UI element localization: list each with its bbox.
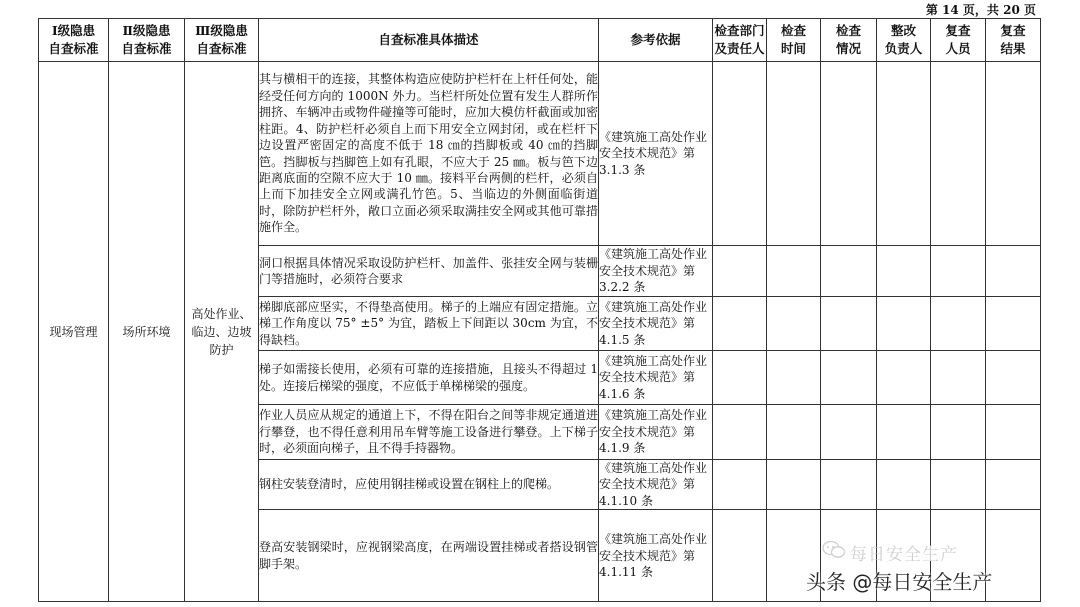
row-reference: 《建筑施工高处作业安全技术规范》第 4.1.5 条 (599, 297, 713, 351)
cell-status[interactable] (821, 460, 877, 510)
cell-reviewer[interactable] (931, 460, 986, 510)
row-description: 洞口根据具体情况采取设防护栏杆、加盖件、张挂安全网与装栅门等措施时，必须符合要求 (259, 246, 599, 297)
cell-rectify[interactable] (877, 460, 931, 510)
wechat-logo-icon (822, 540, 846, 560)
page-number: 第 14 页，共 20 页 (925, 3, 1036, 17)
cell-dept[interactable] (713, 510, 767, 602)
cell-dept[interactable] (713, 246, 767, 297)
row-description: 梯子如需接长使用，必须有可靠的连接措施，且接头不得超过 1 处。连接后梯梁的强度，不应低于单梯梯梁的强度。 (259, 351, 599, 405)
cell-rectify[interactable] (877, 351, 931, 405)
row-reference: 《建筑施工高处作业安全技术规范》第 4.1.11 条 (599, 510, 713, 602)
watermark-faded: 每日安全生产 (850, 545, 958, 565)
category-level1: 现场管理 (39, 62, 109, 602)
cell-dept[interactable] (713, 405, 767, 460)
row-reference: 《建筑施工高处作业安全技术规范》第 4.1.9 条 (599, 405, 713, 460)
cell-reviewer[interactable] (931, 351, 986, 405)
header-time: 检查 时间 (767, 19, 821, 62)
cell-status[interactable] (821, 246, 877, 297)
cell-status[interactable] (821, 351, 877, 405)
cell-rectify[interactable] (877, 62, 931, 246)
cell-result[interactable] (986, 405, 1041, 460)
row-reference: 《建筑施工高处作业安全技术规范》第 4.1.10 条 (599, 460, 713, 510)
row-description: 其与横相干的连接，其整体构造应使防护栏杆在上杆任何处，能经受任何方向的 1000N 外力。当栏杆所处位置有发生人群所作拥挤、车辆冲击或物件碰撞等可能时，应加大模仿杆截面或加密柱距。4、防护栏杆必须自上而下用安全立网封闭，或在栏杆下边设置严密固定的高度不低于 18 ㎝的挡脚板或 40 ㎝的挡脚笆。挡脚板与挡脚笆上如有孔眼，不应大于 25 ㎜。板与笆下边距离底面的空隙不应大于 10 ㎜。接料平台两侧的栏杆，必须自上而下加挂安全立网或满孔竹笆。5、当临边的外侧面临街道时，除防护栏杆外，敞口立面必须采取满挂安全网或其他可靠措施作全。 (259, 62, 599, 246)
row-reference: 《建筑施工高处作业安全技术规范》第 3.1.3 条 (599, 62, 713, 246)
row-description: 作业人员应从规定的通道上下，不得在阳台之间等非规定通道进行攀登，也不得任意利用吊车臂等施工设备进行攀登。上下梯子时，必须面向梯子，且不得手持器物。 (259, 405, 599, 460)
header-level3: Ⅲ级隐患 自查标准 (185, 19, 259, 62)
cell-status[interactable] (821, 405, 877, 460)
cell-result[interactable] (986, 460, 1041, 510)
table-row (39, 62, 1041, 246)
row-reference: 《建筑施工高处作业安全技术规范》第 3.2.2 条 (599, 246, 713, 297)
cell-result[interactable] (986, 351, 1041, 405)
row-description: 登高安装钢梁时，应视钢梁高度，在两端设置挂梯或者搭设钢管脚手架。 (259, 510, 599, 602)
cell-reviewer[interactable] (931, 246, 986, 297)
header-level2: Ⅱ级隐患 自查标准 (109, 19, 185, 62)
header-row (39, 19, 1041, 62)
header-level1: Ⅰ级隐患 自查标准 (39, 19, 109, 62)
header-dept: 检查部门 及责任人 (713, 19, 767, 62)
cell-reviewer[interactable] (931, 405, 986, 460)
cell-dept[interactable] (713, 351, 767, 405)
cell-time[interactable] (767, 297, 821, 351)
cell-rectify[interactable] (877, 246, 931, 297)
category-level2: 场所环境 (109, 62, 185, 602)
cell-rectify[interactable] (877, 297, 931, 351)
row-description: 梯脚底部应坚实，不得垫高使用。梯子的上端应有固定措施。立梯工作角度以 75° ±5° 为宜，踏板上下间距以 30cm 为宜，不得缺档。 (259, 297, 599, 351)
cell-time[interactable] (767, 405, 821, 460)
header-result: 复查 结果 (986, 19, 1041, 62)
row-reference: 《建筑施工高处作业安全技术规范》第 4.1.6 条 (599, 351, 713, 405)
cell-dept[interactable] (713, 62, 767, 246)
header-reference: 参考依据 (599, 19, 713, 62)
cell-dept[interactable] (713, 297, 767, 351)
cell-time[interactable] (767, 351, 821, 405)
cell-result[interactable] (986, 297, 1041, 351)
cell-time[interactable] (767, 460, 821, 510)
cell-status[interactable] (821, 62, 877, 246)
cell-result[interactable] (986, 246, 1041, 297)
row-description: 钢柱安装登清时，应使用钢挂梯或设置在钢柱上的爬梯。 (259, 460, 599, 510)
header-rectify: 整改 负责人 (877, 19, 931, 62)
header-description: 自查标准具体描述 (259, 19, 599, 62)
watermark-main: 头条 @每日安全生产 (806, 570, 993, 594)
category-level3: 高处作业、 临边、边坡 防护 (185, 62, 259, 602)
cell-time[interactable] (767, 62, 821, 246)
inspection-table (38, 18, 1041, 602)
cell-dept[interactable] (713, 460, 767, 510)
header-reviewer: 复查 人员 (931, 19, 986, 62)
header-status: 检查 情况 (821, 19, 877, 62)
cell-time[interactable] (767, 246, 821, 297)
cell-rectify[interactable] (877, 405, 931, 460)
cell-result[interactable] (986, 62, 1041, 246)
cell-reviewer[interactable] (931, 297, 986, 351)
cell-status[interactable] (821, 297, 877, 351)
cell-result[interactable] (986, 510, 1041, 602)
cell-reviewer[interactable] (931, 62, 986, 246)
